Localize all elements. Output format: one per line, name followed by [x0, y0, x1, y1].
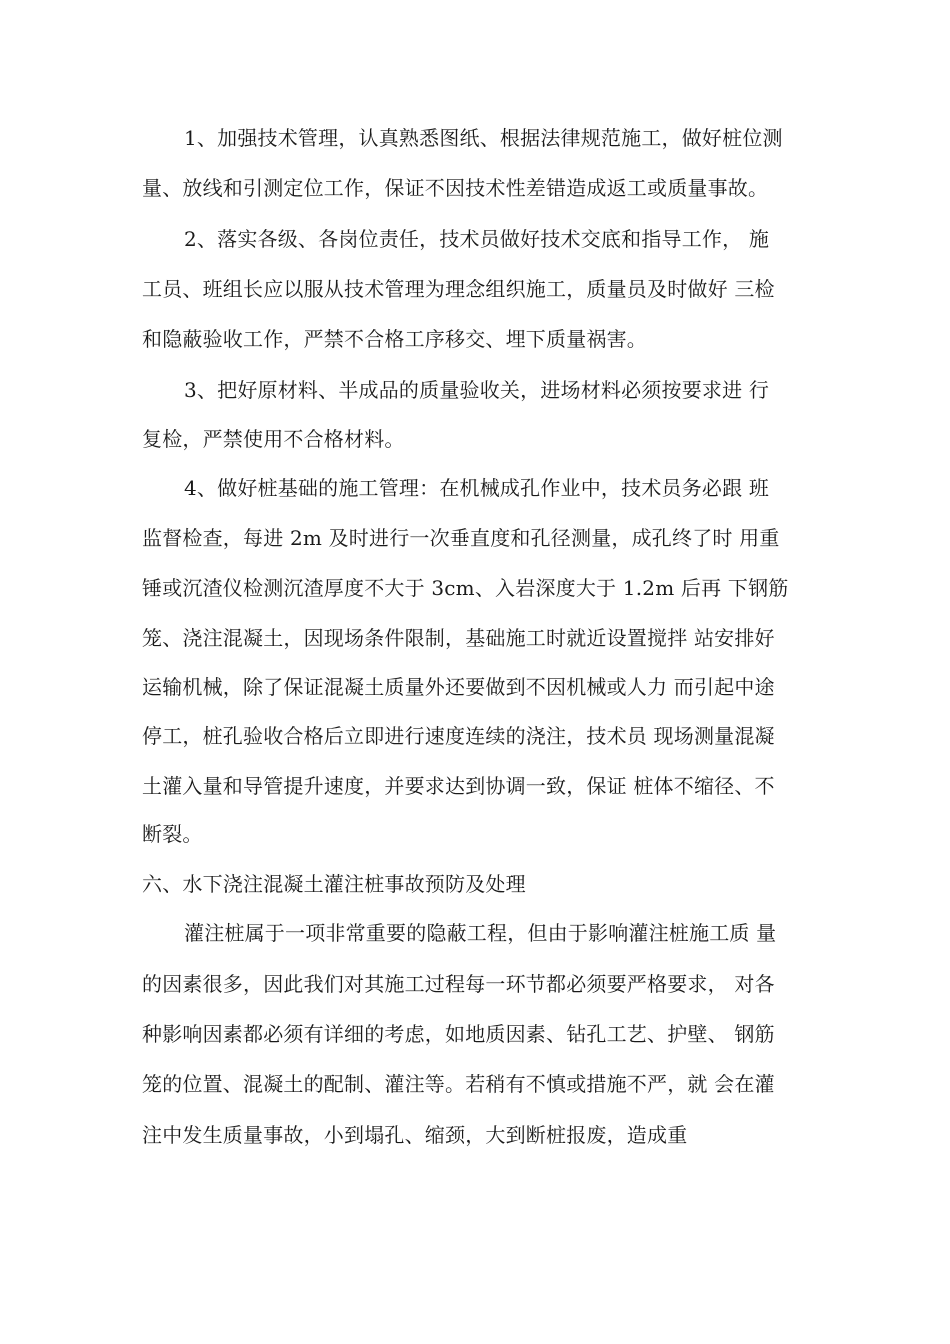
paragraph-3-line-1: 3、把好原材料、半成品的质量验收关，进场材料必须按要求进 行	[184, 378, 770, 402]
paragraph-2-line-2: 工员、班组长应以服从技术管理为理念组织施工，质量员及时做好 三检	[142, 277, 775, 301]
section-heading: 六、水下浇注混凝土灌注桩事故预防及处理	[142, 872, 526, 896]
paragraph-4-line-8: 断裂。	[142, 822, 203, 846]
paragraph-1-line-2: 量、放线和引测定位工作，保证不因技术性差错造成返工或质量事故。	[142, 176, 769, 200]
paragraph-4-line-2: 监督检查，每进 2m 及时进行一次垂直度和孔径测量，成孔终了时 用重	[142, 526, 780, 550]
paragraph-3-line-2: 复检，严禁使用不合格材料。	[142, 427, 405, 451]
paragraph-5-line-3: 种影响因素都必须有详细的考虑，如地质因素、钻孔工艺、护壁、 钢筋	[142, 1022, 775, 1046]
paragraph-4-line-1: 4、做好桩基础的施工管理：在机械成孔作业中，技术员务必跟 班	[184, 476, 770, 500]
paragraph-4-line-4: 笼、浇注混凝土，因现场条件限制，基础施工时就近设置搅拌 站安排好	[142, 626, 775, 650]
paragraph-1-line-1: 1、加强技术管理，认真熟悉图纸、根据法律规范施工，做好桩位测	[184, 126, 783, 150]
paragraph-5-line-1: 灌注桩属于一项非常重要的隐蔽工程，但由于影响灌注桩施工质 量	[184, 921, 777, 945]
paragraph-4-line-7: 土灌入量和导管提升速度，并要求达到协调一致，保证 桩体不缩径、不	[142, 774, 775, 798]
paragraph-4-line-6: 停工，桩孔验收合格后立即进行速度连续的浇注，技术员 现场测量混凝	[142, 724, 775, 748]
paragraph-4-line-3: 锤或沉渣仪检测沉渣厚度不大于 3cm、入岩深度大于 1.2m 后再 下钢筋	[142, 576, 789, 600]
paragraph-2-line-1: 2、落实各级、各岗位责任，技术员做好技术交底和指导工作， 施	[184, 227, 770, 251]
paragraph-2-line-3: 和隐蔽验收工作，严禁不合格工序移交、埋下质量祸害。	[142, 327, 647, 351]
paragraph-5-line-5: 注中发生质量事故，小到塌孔、缩颈，大到断桩报废，造成重	[142, 1123, 688, 1147]
paragraph-5-line-4: 笼的位置、混凝土的配制、灌注等。若稍有不慎或措施不严，就 会在灌	[142, 1072, 775, 1096]
paragraph-5-line-2: 的因素很多，因此我们对其施工过程每一环节都必须要严格要求， 对各	[142, 972, 775, 996]
paragraph-4-line-5: 运输机械，除了保证混凝土质量外还要做到不因机械或人力 而引起中途	[142, 675, 775, 699]
